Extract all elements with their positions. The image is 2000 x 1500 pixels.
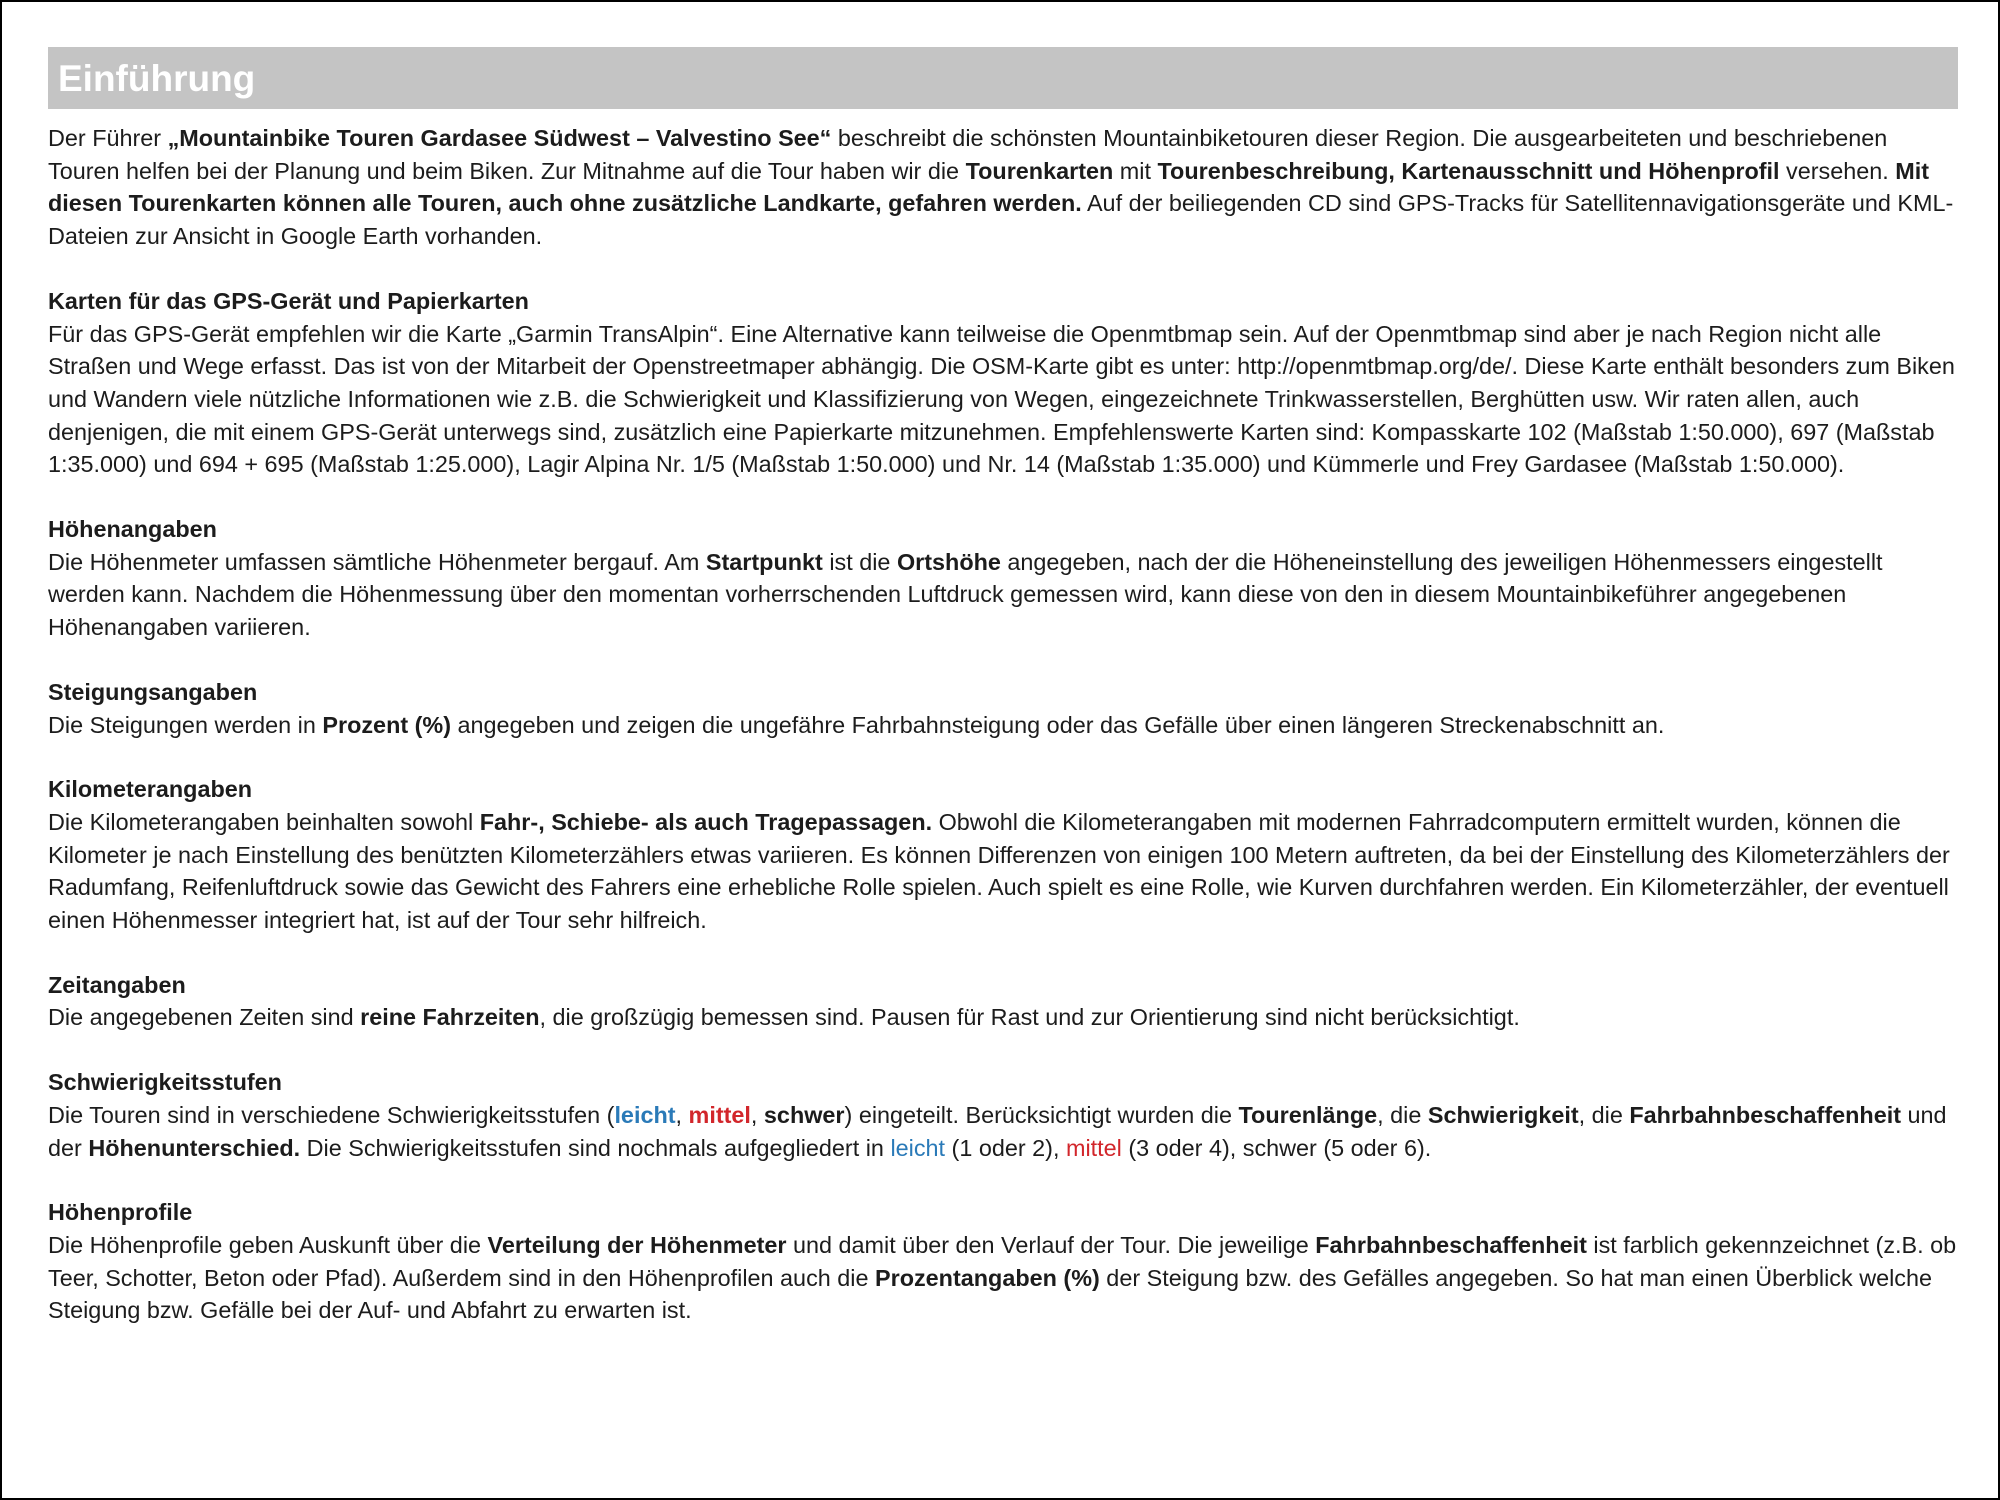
- section-heading: Zeitangaben: [48, 971, 186, 998]
- text-run: (1 oder 2),: [945, 1134, 1066, 1161]
- text-run: mittel: [1065, 1134, 1122, 1161]
- text-run: Auf der beiliegenden CD sind GPS-Tracks für Satellitennavigationsgeräte und KML-Dateien zur Ansicht in Google Earth vorhanden.: [48, 190, 1954, 250]
- text-run: ) eingeteilt. Berücksichtigt wurden die: [844, 1101, 1239, 1128]
- section-heading: Karten für das GPS-Gerät und Papierkarten: [48, 287, 529, 314]
- text-run: versehen.: [1779, 157, 1896, 184]
- section-body: [48, 1229, 1958, 1327]
- text-run: Obwohl die Kilometerangaben mit modernen Fahrradcomputern ermittelt wurden, können die Kilometer je nach Einstellung des benützten Kilometerzählers etwas variieren. Es können Differenzen von einigen 100 Metern auftreten, da bei der Einstellung des Kilometerzählers der Radumfang, Reifenluftdruck sowie das Gewicht des Fahrers eine erhebliche Rolle spielen. Auch spielt es eine Rolle, wie Kurven durchfahren werden. Ein Kilometerzähler, der eventuell einen Höhenmesser integriert hat, ist auf der Tour sehr hilfreich.: [48, 808, 1950, 934]
- bold-text-run: Fahr-, Schiebe- als auch Tragepassagen.: [479, 808, 933, 835]
- sections: [48, 285, 1958, 1327]
- text-run: angegeben und zeigen die ungefähre Fahrbahnsteigung oder das Gefälle über einen längeren Streckenabschnitt an.: [451, 711, 1665, 738]
- section: [48, 1066, 1958, 1164]
- text-run: Die Touren sind in verschiedene Schwierigkeitsstufen (: [48, 1101, 615, 1128]
- section: [48, 969, 1958, 1034]
- text-run: Für das GPS-Gerät empfehlen wir die Karte „Garmin TransAlpin“. Eine Alternative kann teilweise die Openmtbmap sein. Auf der Openmtbmap sind aber je nach Region nicht alle Straßen und Wege erfasst. Das ist von der Mitarbeit der Openstreetmaper abhängig. Die OSM-Karte gibt es unter: http://openmtbmap.org/de/. Diese Karte enthält besonders zum Biken und Wandern viele nützliche Informationen wie z.B. die Schwierigkeit und Klassifizierung von Wegen, eingezeichnete Trinkwasserstellen, Berghütten usw. Wir raten allen, auch denjenigen, die mit einem GPS-Gerät unterwegs sind, zusätzlich eine Papierkarte mitzunehmen. Empfehlenswerte Karten sind: Kompasskarte 102 (Maßstab 1:50.000), 697 (Maßstab 1:35.000) und 694 + 695 (Maßstab 1:25.000), Lagir Alpina Nr. 1/5 (Maßstab 1:50.000) und Nr. 14 (Maßstab 1:35.000) und Kümmerle und Frey Gardasee (Maßstab 1:50.000).: [48, 320, 1955, 478]
- text-run: der Steigung bzw. des Gefälles angegeben. So hat man einen Überblick welche Steigung bzw. Gefälle bei der Auf- und Abfahrt zu erwarten ist.: [48, 1264, 1933, 1324]
- section-body: [48, 318, 1958, 482]
- section-heading: Steigungsangaben: [48, 678, 258, 705]
- section-body: [48, 709, 1958, 742]
- text-run: Die Steigungen werden in: [48, 711, 323, 738]
- text-run: beschreibt die schönsten Mountainbiketouren dieser Region. Die ausgearbeiteten und beschriebenen Touren helfen bei der Planung und beim Biken. Zur Mitnahme auf die Tour haben wir die: [48, 125, 1888, 184]
- text-run: ,: [675, 1101, 689, 1128]
- section-heading: Höhenangaben: [48, 516, 217, 543]
- text-run: Die Schwierigkeitsstufen sind nochmals aufgegliedert in: [300, 1134, 891, 1161]
- text-run: und damit über den Verlauf der Tour. Die jeweilige: [786, 1231, 1316, 1258]
- bold-text-run: schwer: [763, 1101, 845, 1128]
- text-run: ist die: [822, 548, 897, 575]
- section-body: [48, 546, 1958, 644]
- section: [48, 285, 1958, 481]
- section: [48, 773, 1958, 937]
- section: [48, 1196, 1958, 1327]
- text-run: ist farblich gekennzeichnet (z.B. ob Teer, Schotter, Beton oder Pfad). Außerdem sind in den Höhenprofilen auch die: [48, 1231, 1957, 1291]
- section-heading: Schwierigkeitsstufen: [48, 1069, 282, 1096]
- text-run: (3 oder 4), schwer (5 oder 6).: [1121, 1134, 1432, 1161]
- bold-text-run: Fahrbahnbeschaffenheit: [1315, 1231, 1587, 1258]
- bold-text-run: Tourenbeschreibung, Kartenausschnitt und Höhenprofil: [1157, 157, 1780, 184]
- text-run: Der Führer: [48, 125, 168, 151]
- bold-text-run: Mit diesen Tourenkarten können alle Touren, auch ohne zusätzliche Landkarte, gefahren werden.: [48, 157, 1930, 217]
- bold-text-run: Höhenunterschied.: [88, 1134, 301, 1161]
- bold-text-run: leicht: [614, 1101, 676, 1128]
- bold-text-run: Prozent (%): [322, 711, 452, 738]
- text-run: , die: [1578, 1101, 1630, 1128]
- text-run: Die Kilometerangaben beinhalten sowohl: [48, 808, 480, 835]
- section-heading: Höhenprofile: [48, 1199, 193, 1226]
- section-body: [48, 1001, 1958, 1034]
- bold-text-run: Verteilung der Höhenmeter: [487, 1231, 787, 1258]
- bold-text-run: Ortshöhe: [896, 548, 1001, 575]
- bold-text-run: Startpunkt: [705, 548, 823, 575]
- bold-text-run: Prozentangaben (%): [874, 1264, 1100, 1291]
- page-title: Einführung: [58, 58, 256, 99]
- text-run: Die Höhenmeter umfassen sämtliche Höhenmeter bergauf. Am: [48, 548, 706, 575]
- bold-text-run: „Mountainbike Touren Gardasee Südwest – Valvestino See“: [167, 125, 832, 151]
- bold-text-run: Schwierigkeit: [1427, 1101, 1579, 1128]
- bold-text-run: Tourenkarten: [965, 157, 1114, 184]
- page-content: [48, 47, 1958, 1327]
- text-run: , die großzügig bemessen sind. Pausen für Rast und zur Orientierung sind nicht berücksichtigt.: [539, 1004, 1520, 1031]
- section-body: [48, 806, 1958, 937]
- bold-text-run: mittel: [688, 1101, 751, 1128]
- bold-text-run: Fahrbahnbeschaffenheit: [1629, 1101, 1901, 1128]
- intro-paragraph: [48, 122, 1958, 253]
- text-run: Die Höhenprofile geben Auskunft über die: [48, 1231, 488, 1258]
- text-run: Die angegebenen Zeiten sind: [48, 1004, 361, 1031]
- bold-text-run: reine Fahrzeiten: [360, 1004, 540, 1031]
- text-run: leicht: [890, 1134, 946, 1161]
- title-bar: [48, 47, 1958, 109]
- text-run: ,: [750, 1101, 764, 1128]
- text-run: , die: [1377, 1101, 1428, 1128]
- section-body: [48, 1099, 1958, 1164]
- section: [48, 513, 1958, 644]
- section: [48, 676, 1958, 741]
- text-run: mit: [1113, 157, 1158, 184]
- section-heading: Kilometerangaben: [48, 776, 253, 803]
- bold-text-run: Tourenlänge: [1238, 1101, 1378, 1128]
- text-run: und der: [48, 1101, 1947, 1161]
- text-run: angegeben, nach der die Höheneinstellung des jeweiligen Höhenmessers eingestellt werden kann. Nachdem die Höhenmessung über den momentan vorherrschenden Luftdruck gemessen wird, kann diese von den in diesem Mountainbikeführer angegebenen Höhenangaben variieren.: [48, 548, 1883, 641]
